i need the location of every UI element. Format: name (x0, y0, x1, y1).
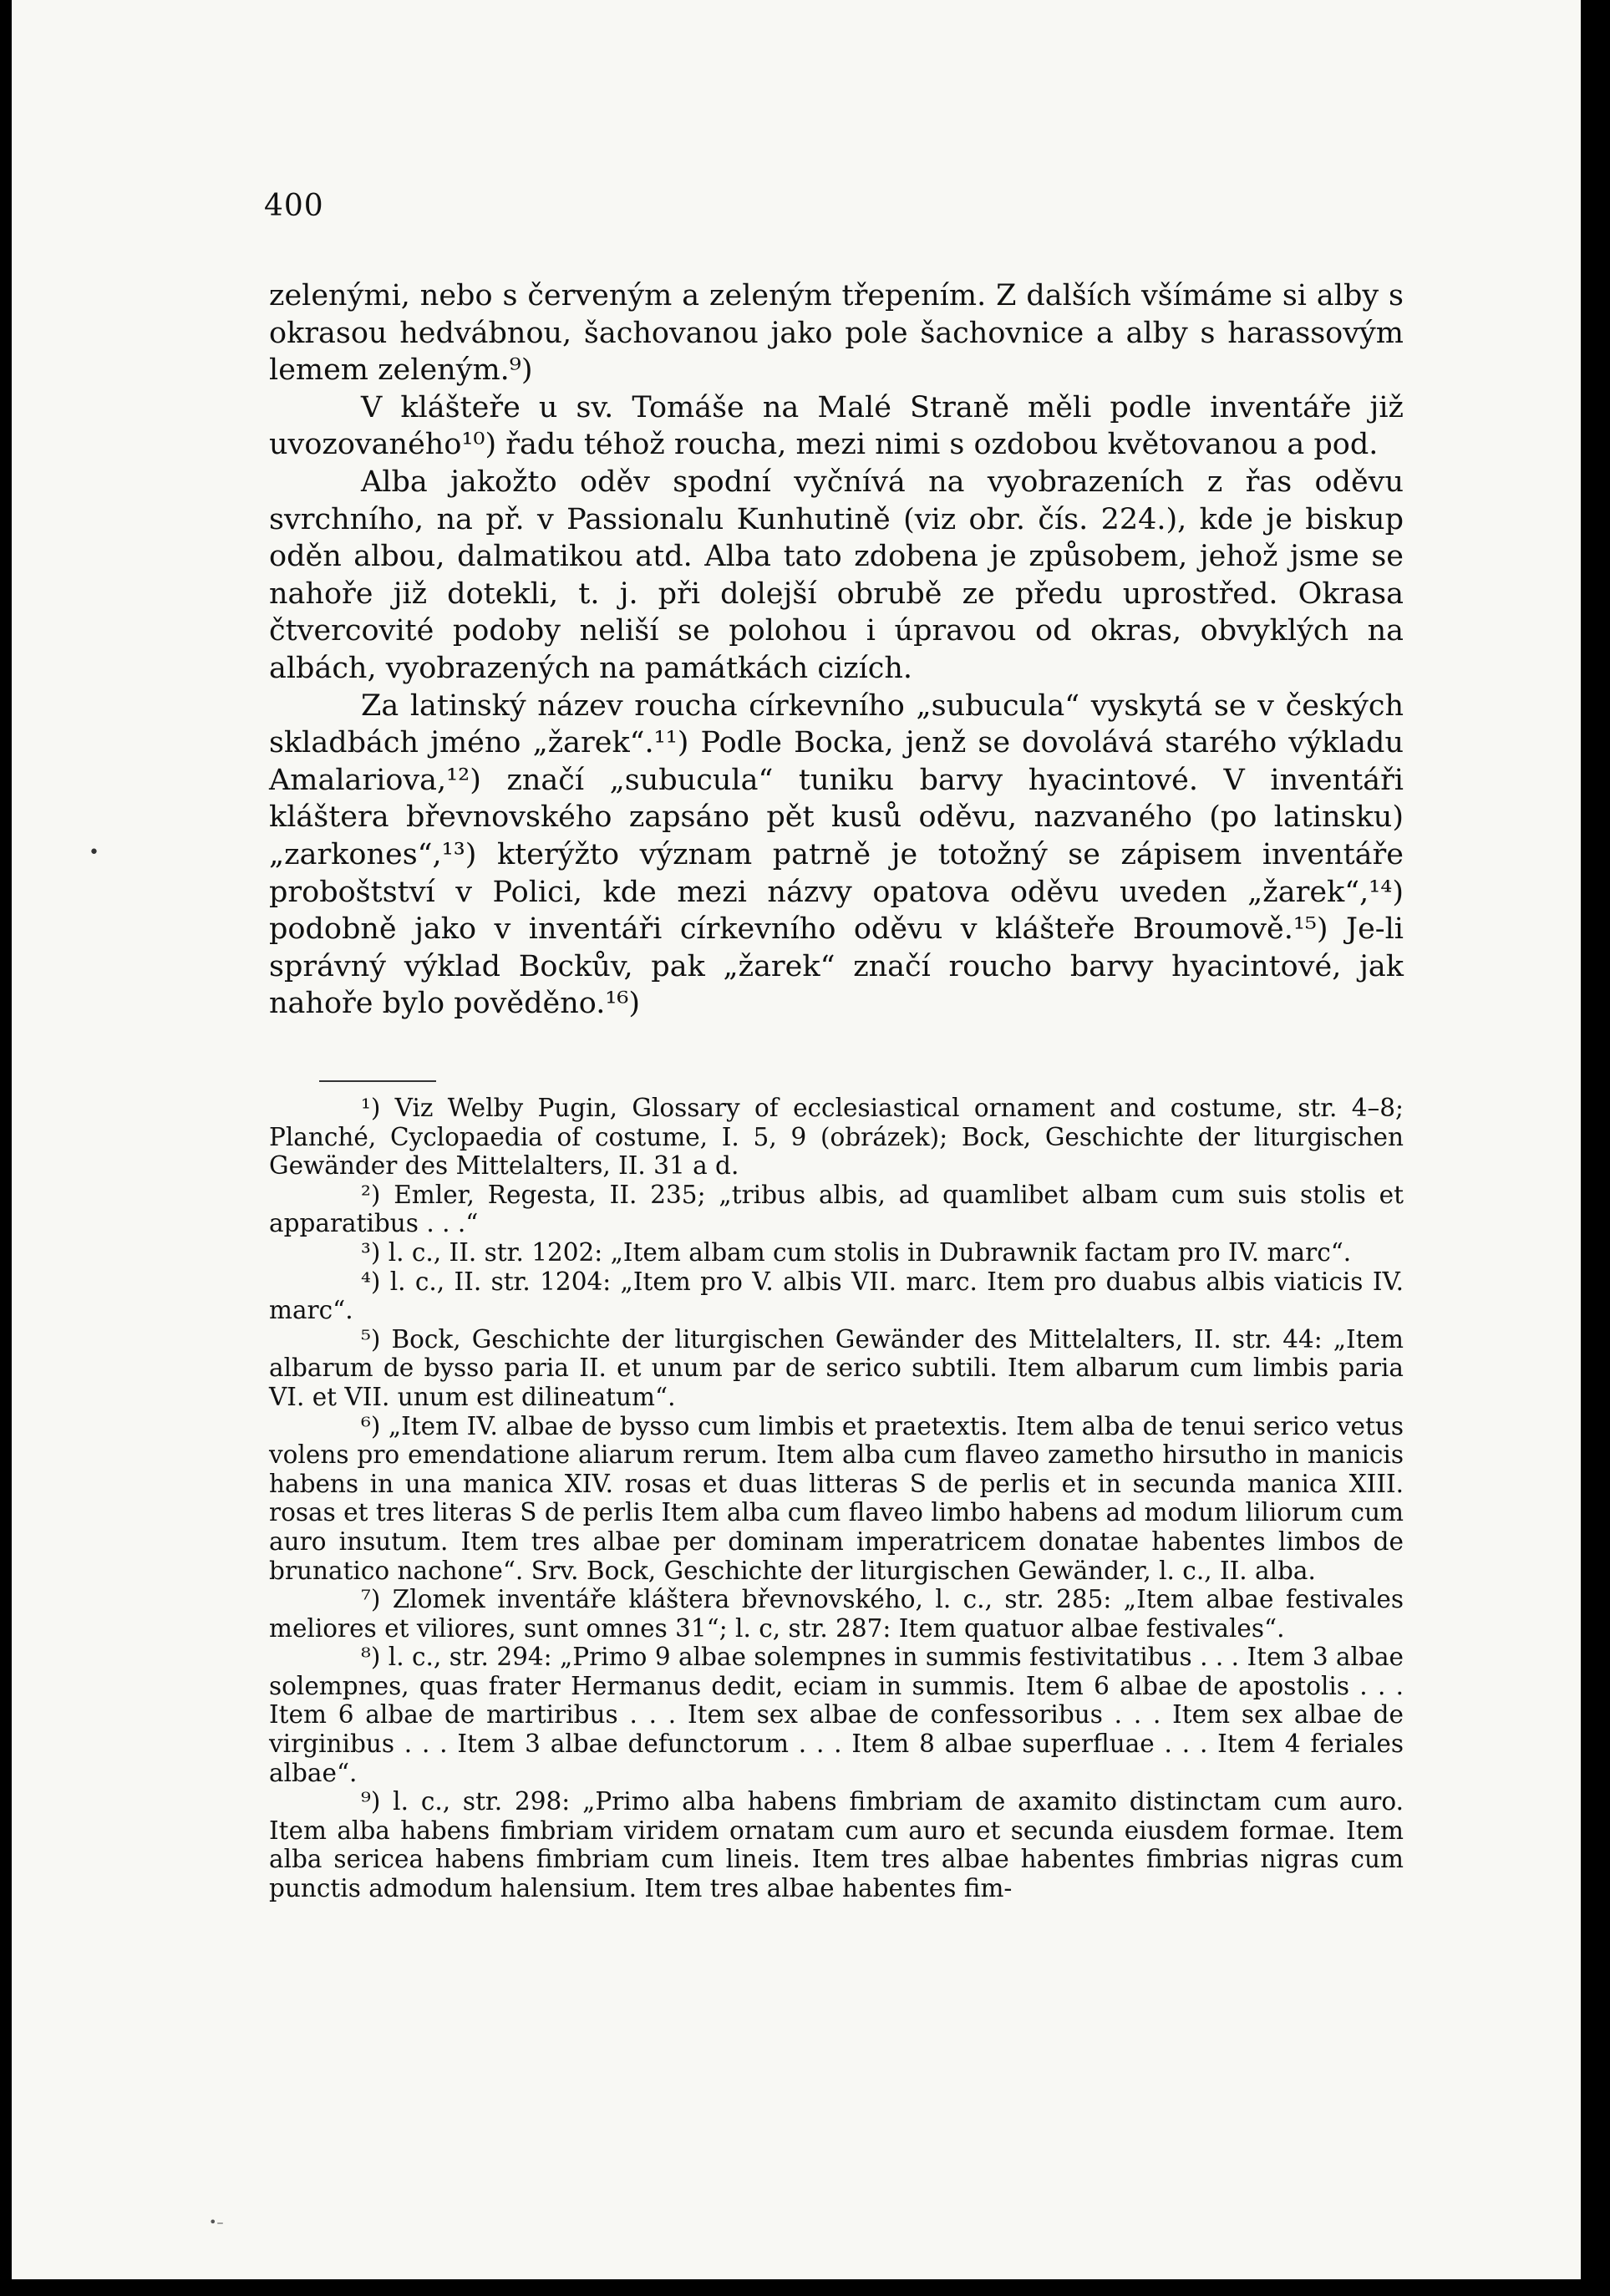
footnotes (269, 1094, 1404, 1903)
paragraph: Za latinský název roucha církevního „subucula“ vyskytá se v českých skladbách jméno „žarek“.¹¹) Podle Bocka, jenž se dovolává starého výkladu Amalariova,¹²) značí „subucula“ tuniku barvy hyacintové. V inventáři kláštera břevnovského zapsáno pět kusů oděvu, nazvaného (po latinsku) „zarkones“,¹³) kterýžto význam patrně je totožný se zápisem inventáře proboštství v Polici, kde mezi názvy opatova oděvu uveden „žarek“,¹⁴) podobně jako v inventáři církevního oděvu v klášteře Broumově.¹⁵) Je-li správný výklad Bockův, pak „žarek“ značí roucho barvy hyacintové, jak nahoře bylo pověděno.¹⁶) (269, 688, 1404, 1021)
paragraph: V klášteře u sv. Tomáše na Malé Straně měli podle inventáře již uvozovaného¹⁰) řadu téhož roucha, mezi nimi s ozdobou květovanou a pod. (269, 390, 1404, 462)
main-text (269, 277, 1404, 1023)
margin-dot: • (89, 842, 99, 863)
footnote: ⁹) l. c., str. 298: „Primo alba habens fimbriam de axamito distinctam cum auro. Item alba habens fimbriam viridem ornatam cum auro et secunda eiusdem formae. Item alba sericea habens fimbriam cum lineis. Item tres albae habentes fimbrias nigras cum punctis admodum halensium. Item tres albae habentes fim- (269, 1787, 1404, 1903)
margin-mark: •– (209, 2214, 224, 2230)
footnote-separator (319, 1080, 436, 1082)
footnote: ⁵) Bock, Geschichte der liturgischen Gewänder des Mittelalters, II. str. 44: „Item albarum de bysso paria II. et unum par de serico subtili. Item albarum cum limbis paria VI. et VII. unum est dilineatum“. (269, 1324, 1404, 1411)
footnote: ⁸) l. c., str. 294: „Primo 9 albae solempnes in summis festivitatibus . . . Item 3 albae solempnes, quas frater Hermanus dedit, eciam in summis. Item 6 albae de apostolis . . . Item 6 albae de martiribus . . . Item sex albae de confessoribus . . . Item sex albae de virginibus . . . Item 3 albae defunctorum . . . Item 8 albae superfluae . . . Item 4 feriales albae“. (269, 1643, 1404, 1787)
paragraph: Alba jakožto oděv spodní vyčnívá na vyobrazeních z řas oděvu svrchního, na př. v Passionalu Kunhutině (viz obr. čís. 224.), kde je biskup oděn albou, dalmatikou atd. Alba tato zdobena je způsobem, jehož jsme se nahoře již dotekli, t. j. při dolejší obrubě ze předu uprostřed. Okrasa čtvercovité podoby neliší se polohou i úpravou od okras, obvyklých na albách, vyobrazených na památkách cizích. (269, 465, 1404, 685)
footnote: ⁷) Zlomek inventáře kláštera břevnovského, l. c., str. 285: „Item albae festivales meliores et viliores, sunt omnes 31“; l. c, str. 287: Item quatuor albae festivales“. (269, 1585, 1404, 1643)
paragraph: zelenými, nebo s červeným a zeleným třepením. Z dalších všímáme si alby s okrasou hedvábnou, šachovanou jako pole šachovnice a alby s harassovým lemem zeleným.⁹) (269, 279, 1404, 388)
footnote: ⁴) l. c., II. str. 1204: „Item pro V. albis VII. marc. Item pro duabus albis viaticis IV. marc“. (269, 1267, 1404, 1325)
scan-border-right (1581, 0, 1610, 2296)
page-number: 400 (264, 189, 324, 223)
scan-border-left (0, 0, 12, 2296)
footnote: ²) Emler, Regesta, II. 235; „tribus albis, ad quamlibet albam cum suis stolis et apparatibus . . .“ (269, 1180, 1404, 1238)
scan-border-bottom (0, 2279, 1610, 2296)
footnote: ⁶) „Item IV. albae de bysso cum limbis et praetextis. Item alba de tenui serico vetus volens pro emendatione aliarum rerum. Item alba cum flaveo zametho hirsutho in manicis habens in una manica XIV. rosas et duas litteras S de perlis et in secunda manica XIII. rosas et tres literas S de perlis Item alba cum flaveo limbo habens ad modum liliorum cum auro insutum. Item tres albae per dominam imperatricem donatae habentes limbos de brunatico nachone“. Srv. Bock, Geschichte der liturgischen Gewänder, l. c., II. alba. (269, 1411, 1404, 1585)
footnote: ³) l. c., II. str. 1202: „Item albam cum stolis in Dubrawnik factam pro IV. marc“. (361, 1237, 1352, 1267)
footnote: ¹) Viz Welby Pugin, Glossary of ecclesiastical ornament and costume, str. 4–8; Planché, Cyclopaedia of costume, I. 5, 9 (obrázek); Bock, Geschichte der liturgischen Gewänder des Mittelalters, II. 31 a d. (269, 1094, 1404, 1181)
